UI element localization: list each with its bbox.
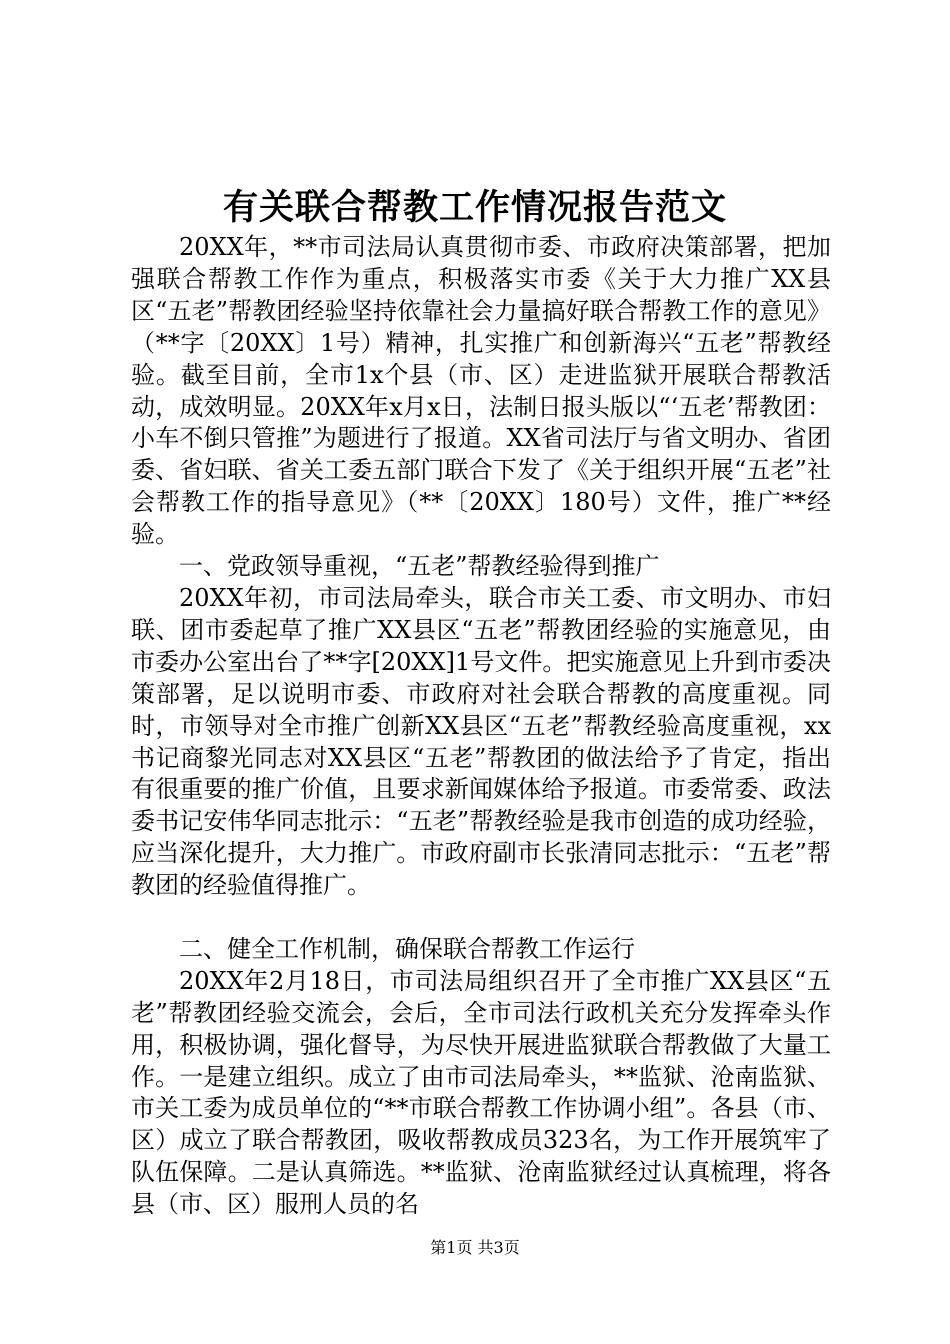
document-title: 有关联合帮教工作情况报告范文 [222, 187, 727, 228]
page-number-footer: 第1页 共3页 [430, 1238, 520, 1257]
section-2-paragraph: 20XX年2月18日，市司法局组织召开了全市推广XX县区“五老”帮教团经验交流会，会后，全市司法行政机关充分发挥牵头作用，积极协调，强化督导，为尽快开展进监狱联合帮教做了大量工作。一是建立组织。成立了由市司法局牵头，**监狱、沧南监狱、市关工委为成员单位的“**市联合帮教工作协调小组”。各县（市、区）成立了联合帮教团，吸收帮教成员323名，为工作开展筑牢了队伍保障。二是认真筛选。**监狱、沧南监狱经过认真梳理，将各县（市、区）服刑人员的名 [131, 966, 831, 1219]
document-body [131, 232, 831, 1221]
paragraph-spacer [131, 902, 831, 934]
section-1-paragraph: 20XX年初，市司法局牵头，联合市关工委、市文明办、市妇联、团市委起草了推广XX县区“五老”帮教团经验的实施意见，由市委办公室出台了**字[20XX]1号文件。把实施意见上升到市委决策部署，足以说明市委、市政府对社会联合帮教的高度重视。同时，市领导对全市推广创新XX县区“五老”帮教经验高度重视，xx书记商黎光同志对XX县区“五老”帮教团的做法给予了肯定，指出有很重要的推广价值，且要求新闻媒体给予报道。市委常委、政法委书记安伟华同志批示：“五老”帮教经验是我市创造的成功经验，应当深化提升，大力推广。市政府副市长张清同志批示：“五老”帮教团的经验值得推广。 [131, 583, 831, 900]
section-heading-1: 一、党政领导重视，“五老”帮教经验得到推广 [179, 552, 660, 581]
section-heading-2: 二、健全工作机制，确保联合帮教工作运行 [179, 934, 635, 963]
intro-paragraph: 20XX年，**市司法局认真贯彻市委、市政府决策部署，把加强联合帮教工作作为重点，积极落实市委《关于大力推广XX县区“五老”帮教团经验坚持依靠社会力量搞好联合帮教工作的意见》（**字〔20XX〕1号）精神，扎实推广和创新海兴“五老”帮教经验。截至目前，全市1x个县（市、区）走进监狱开展联合帮教活动，成效明显。20XX年x月x日，法制日报头版以“‘五老’帮教团：小车不倒只管推”为题进行了报道。XX省司法厅与省文明办、省团委、省妇联、省关工委五部门联合下发了《关于组织开展“五老”社会帮教工作的指导意见》（**〔20XX〕180号）文件，推广**经验。 [131, 233, 831, 549]
